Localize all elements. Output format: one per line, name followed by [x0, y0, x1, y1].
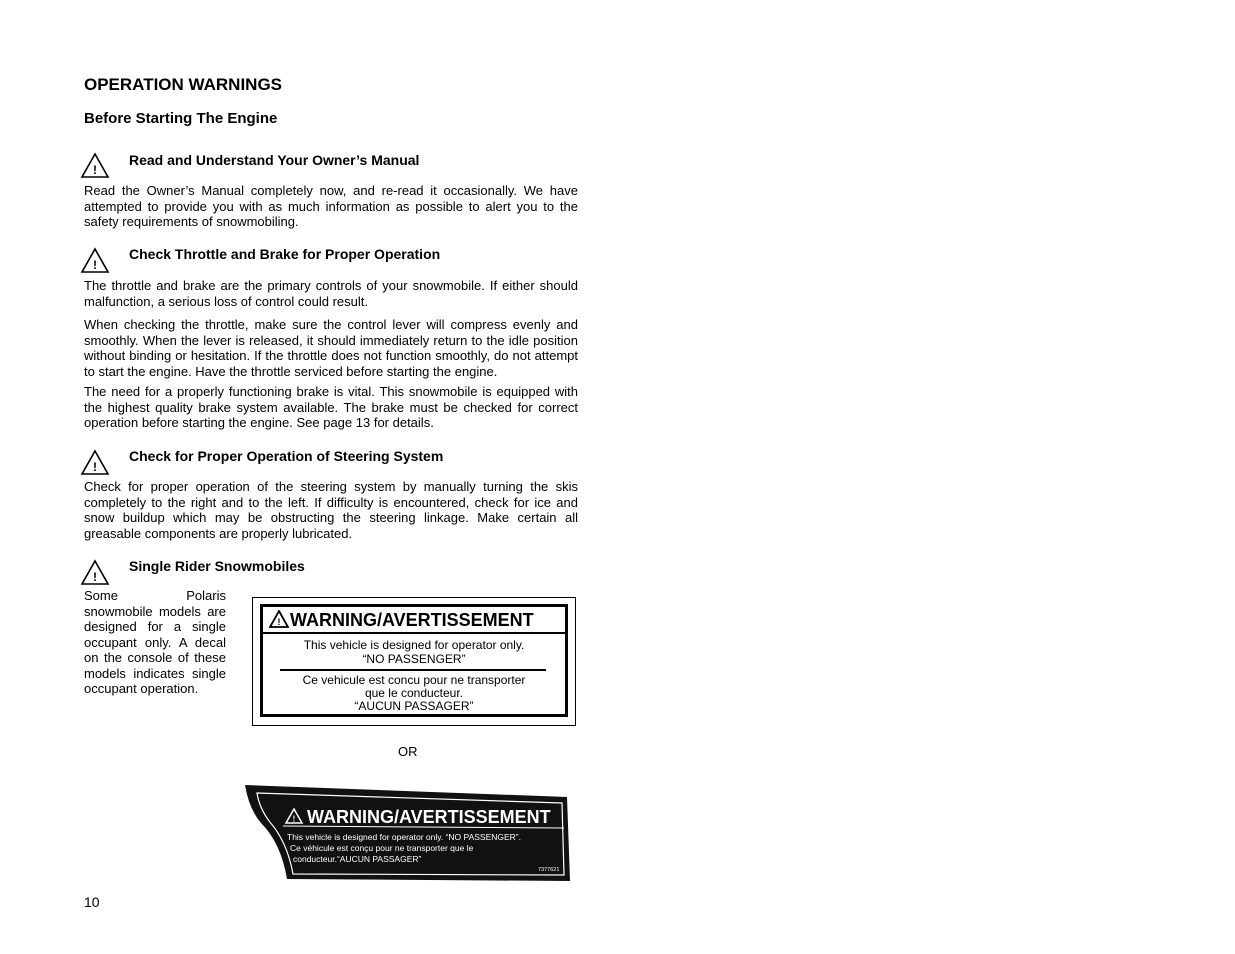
decal-french-line: Ce vehicule est concu pour ne transporter [302, 673, 526, 687]
section-paragraph: Check for proper operation of the steering system by manually turning the skis completely to the right and to the left. If difficulty is encountered, check for ice and snow buildup which may be obstructing the steering linkage. Make certain all greasable components are properly lubricated. [84, 479, 578, 541]
decal-english-line: This vehicle is designed for operator only. [303, 638, 525, 652]
svg-text:!: ! [277, 617, 281, 627]
section-paragraph: When checking the throttle, make sure the control lever will compress evenly and smoothly. When the lever is released, it should immediately return to the idle position without binding or hesitation. If the throttle does not function smoothly, do not attempt to start the engine. Have the throttle serviced before starting the engine. [84, 317, 578, 379]
section-title-owners-manual: Read and Understand Your Owner’s Manual [129, 152, 420, 168]
decal-photo-header: WARNING/AVERTISSEMENT [307, 807, 551, 827]
decal-photo-line: conducteur.“AUCUN PASSAGER” [293, 854, 422, 864]
warning-triangle-icon [269, 610, 289, 628]
svg-text:!: ! [93, 258, 97, 272]
decal-french-line: “AUCUN PASSAGER” [354, 699, 474, 713]
page-number: 10 [84, 894, 100, 910]
warning-triangle-icon [80, 449, 110, 475]
warning-decal-photo [243, 783, 573, 883]
decal-photo-line: Ce véhicule est conçu pour ne transporter que le [290, 843, 474, 853]
section-paragraph: The throttle and brake are the primary controls of your snowmobile. If either should malfunction, a serious loss of control could result. [84, 278, 578, 309]
section-title-throttle-brake: Check Throttle and Brake for Proper Operation [129, 246, 441, 262]
decal-header-text: WARNING/AVERTISSEMENT [290, 610, 534, 630]
warning-triangle-icon [80, 559, 110, 585]
warning-triangle-icon [80, 152, 110, 178]
page-title: OPERATION WARNINGS [84, 75, 283, 94]
decal-part-number: 7377621 [538, 867, 560, 873]
svg-text:!: ! [93, 460, 97, 474]
section-title-steering: Check for Proper Operation of Steering System [129, 448, 444, 464]
section-title-single-rider: Single Rider Snowmobiles [129, 558, 305, 574]
section-paragraph: Some Polaris snowmobile models are designed for a single occupant only. A decal on the console of these models indicates single occupant operation. [84, 588, 226, 696]
page-subtitle: Before Starting The Engine [84, 110, 278, 127]
decal-english-line: “NO PASSENGER” [362, 652, 466, 666]
decal-photo-line: This vehicle is designed for operator only. “NO PASSENGER”. [287, 832, 521, 842]
svg-text:!: ! [93, 163, 97, 177]
warning-triangle-icon [80, 247, 110, 273]
section-paragraph: The need for a properly functioning brake is vital. This snowmobile is equipped with the highest quality brake system available. The brake must be checked for correct operation before starting the engine. See page 13 for details. [84, 384, 578, 430]
section-paragraph: Read the Owner’s Manual completely now, and re-read it occasionally. We have attempted to provide you with as much information as possible to alert you to the safety requirements of snowmobiling. [84, 183, 578, 229]
warning-decal-text [252, 597, 576, 726]
svg-text:!: ! [93, 570, 97, 584]
decal-french-line: que le conducteur. [364, 686, 464, 700]
svg-text:!: ! [292, 814, 296, 824]
or-label: OR [398, 744, 418, 759]
decal-header [263, 607, 565, 634]
decal-divider [280, 669, 546, 671]
